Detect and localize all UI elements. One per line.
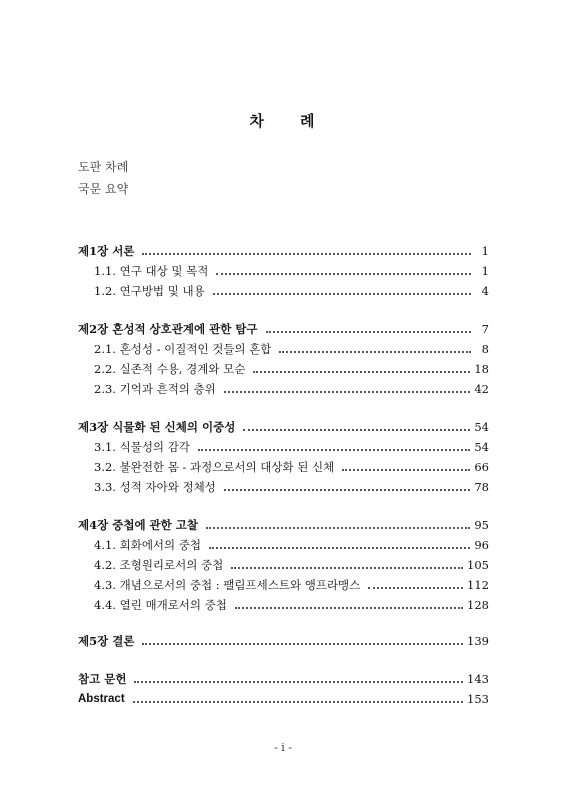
toc-entry-section-1-2[interactable] [94,280,489,298]
toc-entry-section-3-1[interactable] [94,436,489,454]
toc-page-number: 54 [474,440,489,454]
toc-label: 1.1. 연구 대상 및 목적 [94,264,209,278]
toc-entry-chapter-4[interactable] [78,514,489,532]
dot-leader [243,428,470,431]
toc-page-number: 1 [481,244,489,258]
toc-label: 1.2. 연구방법 및 내용 [94,284,205,298]
toc-label: 3.1. 식물성의 감각 [94,440,190,454]
toc-page-number: 54 [474,420,489,434]
toc-page-number: 128 [467,598,489,612]
toc-label: 제4장 중첩에 관한 고찰 [78,518,198,532]
toc-page-number: 95 [474,518,489,532]
toc-page-number: 153 [467,692,489,706]
toc-label: 3.2. 불완전한 몸 - 과정으로서의 대상화 된 신체 [94,460,335,474]
toc-entry-section-4-4[interactable] [94,594,489,612]
toc-entry-section-2-3[interactable] [94,378,489,396]
dot-leader [134,680,463,683]
dot-leader [142,252,471,255]
toc-entry-references[interactable] [78,668,489,686]
toc-entry-chapter-5[interactable] [78,630,489,648]
toc-page-number: 96 [474,538,489,552]
dot-leader [368,586,463,589]
toc-entry-chapter-2[interactable] [78,318,489,336]
toc-entry-chapter-1[interactable] [78,240,489,258]
dot-leader [133,700,463,703]
toc-label: 3.3. 성적 자아와 정체성 [94,480,216,494]
toc-entry-abstract[interactable] [78,688,489,706]
toc-entry-section-2-2[interactable] [94,358,489,376]
toc-page-number: 7 [481,322,489,336]
dot-leader [235,606,463,609]
toc-entry-section-4-2[interactable] [94,554,489,572]
toc-label: 2.3. 기억과 흔적의 층위 [94,382,216,396]
toc-label: 제5장 결론 [78,634,135,648]
toc-label: 4.3. 개념으로서의 중첩 : 팰림프세스트와 앵프라맹스 [94,578,361,592]
toc-page-number: 4 [481,284,489,298]
toc-page-number: 66 [474,460,489,474]
dot-leader [266,330,471,333]
dot-leader [198,448,470,451]
toc-entry-section-4-1[interactable] [94,534,489,552]
dot-leader [142,642,463,645]
toc-label: 4.4. 열린 매개로서의 중첩 [94,598,227,612]
dot-leader [213,292,471,295]
toc-page-number: 78 [474,480,489,494]
toc-label: 참고 문헌 [78,672,127,686]
toc-label: 2.2. 실존적 수용, 경계와 모순 [94,362,246,376]
front-matter-figures[interactable]: 도판 차례 [78,160,129,174]
title-part-2: 례 [300,112,317,130]
toc-entry-section-3-2[interactable] [94,456,489,474]
toc-label: 제3장 식물화 된 신체의 이중성 [78,420,236,434]
toc-label: 4.2. 조형원리로서의 중첩 [94,558,224,572]
toc-page-number: 105 [467,558,489,572]
toc-entry-section-2-1[interactable] [94,338,489,356]
toc-page-number: 112 [467,578,489,592]
toc-page-number: 18 [474,362,489,376]
toc-entry-section-3-3[interactable] [94,476,489,494]
dot-leader [209,546,470,549]
toc-label: 제1장 서론 [78,244,135,258]
toc-page-number: 42 [474,382,489,396]
page-number-footer: - i - [274,741,292,754]
dot-leader [206,526,470,529]
toc-entry-section-1-1[interactable] [94,260,489,278]
dot-leader [231,566,463,569]
dot-leader [224,488,471,491]
dot-leader [224,390,471,393]
toc-label: 4.1. 회화에서의 중첩 [94,538,202,552]
toc-label: 2.1. 혼성성 - 이질적인 것들의 혼합 [94,342,272,356]
page-title [0,110,566,131]
toc-label: 제2장 혼성적 상호관계에 관한 탐구 [78,322,258,336]
dot-leader [216,272,471,275]
toc-entry-section-4-3[interactable] [94,574,489,592]
dot-leader [253,370,470,373]
toc-page-number: 139 [467,634,489,648]
toc-page-number: 8 [481,342,489,356]
toc-page-number: 1 [481,264,489,278]
toc-page-number: 143 [467,672,489,686]
dot-leader [342,468,470,471]
front-matter-summary[interactable]: 국문 요약 [78,182,129,196]
title-part-1: 차 [249,112,266,130]
dot-leader [279,350,471,353]
toc-label: Abstract [78,693,125,705]
toc-entry-chapter-3[interactable] [78,416,489,434]
